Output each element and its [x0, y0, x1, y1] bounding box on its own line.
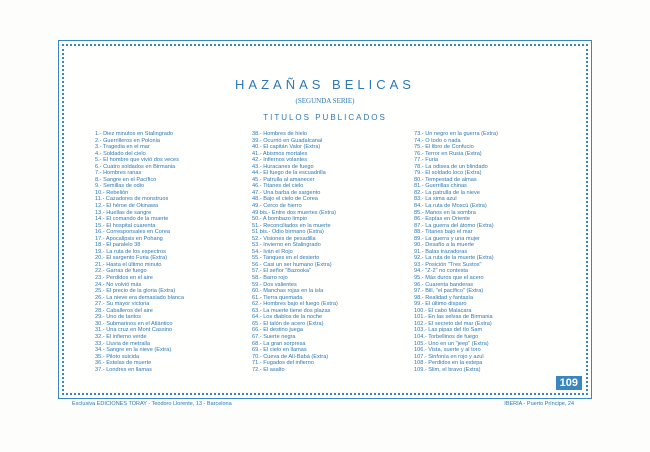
title-list-item: 4.- Soldado del cielo — [95, 150, 146, 157]
title-list-item: 54.- Iván el Rojo — [252, 248, 293, 255]
title-list-item: 69.- El cielo en llamas — [252, 347, 307, 354]
title-list-item: 89.- La guerra y una mujer — [414, 235, 480, 242]
title-list-item: 1.- Diez minutos en Stalingrado — [95, 131, 174, 137]
title-list-item: 82.- La patrulla de la nieve — [414, 189, 480, 196]
title-list-item: 81.- Guerrillas chinas — [414, 183, 467, 190]
title-list-item: 78.- La odisea de un blindado — [414, 163, 488, 170]
title-list-item: 39.- Ocurrió en Guadalcanal — [252, 137, 323, 144]
series-subtitle: (SEGUNDA SERIE) — [295, 97, 355, 105]
title-list-item: 22.- Garras de fuego — [95, 268, 147, 275]
title-list-item: 45.- Patrulla al amanecer — [252, 176, 315, 183]
title-list-item: 94.- "Z-2" no contesta — [414, 268, 469, 275]
title-list-item: 72.- El asalto — [252, 366, 285, 373]
title-list-item: 80.- Tempestad de almas — [414, 176, 477, 183]
title-list-item: 47.- Una barba de sargento — [252, 189, 321, 196]
title-list-item: 46.- Titanes del cielo — [252, 183, 304, 190]
title-list-item: 66.- El destino juega — [252, 327, 303, 334]
title-list-item: 30.- Submarinos en el Atlántico — [95, 320, 173, 327]
title-list-item: 35.- Piloto suicida — [95, 353, 140, 360]
title-list-item: 7.- Hombres ranas — [95, 170, 142, 177]
title-list-item: 64.- Los diablos de la noche — [252, 314, 322, 321]
title-list-item: 109.- Slim, el bravo (Extra) — [414, 366, 481, 373]
title-list-item: 31.- Una cruz en Mont Cassino — [95, 327, 173, 334]
title-list-item: 28.- Caballeros del aire — [95, 307, 153, 314]
title-list-item: 71.- Fugados del infierno — [252, 360, 314, 367]
title-list-item: 68.- La gran sorpresa — [252, 340, 306, 347]
title-list-item: 102.- El secreto del mar (Extra) — [414, 320, 492, 327]
title-list-item: 55.- Tanques en el desierto — [252, 255, 320, 262]
page-number-badge: 109 — [556, 376, 582, 390]
title-list-item: 51.- Reconciliados en la muerte — [252, 222, 331, 229]
title-list-item: 61.- Tierra quemada — [252, 294, 303, 301]
title-list-item: 13.- Huellas de sangre — [95, 209, 152, 216]
title-list-item: 74.- O todo o nada — [414, 137, 461, 144]
title-list-item: 62.- Hombres bajo el fuego (Extra) — [252, 301, 338, 308]
title-list-item: 12.- El héroe de Okinawa — [95, 203, 159, 210]
title-list-item: 63.- La muerte tiene dos plazas — [252, 307, 331, 314]
title-list-item: 38.- Hombres de hielo — [252, 131, 308, 137]
title-list-item: 29.- Uno de tantos — [95, 314, 142, 321]
title-list-item: 19.- La ruta de los espectros — [95, 248, 166, 255]
title-list-item: 91.- Balas trazadoras — [414, 248, 468, 255]
title-list-item: 65.- El talón de acero (Extra) — [252, 320, 324, 327]
page-title: HAZAÑAS BELICAS — [235, 77, 415, 92]
title-list-item: 67.- Suerte negra — [252, 333, 296, 340]
footer-distributor: IBERIA - Puerto Príncipe, 24 — [504, 401, 574, 407]
title-list-item: 75.- El libro de Confucio — [414, 144, 474, 151]
title-list-item: 26.- La nieve era demasiado blanca — [95, 294, 184, 301]
title-list-item: 96.- Cuarenta banderas — [414, 281, 474, 288]
title-list-item: 48.- Bajo el cielo de Corea — [252, 196, 318, 203]
title-list-item: 52.- Visiones de pesadilla — [252, 235, 316, 242]
title-list-item: 44.- El fuego de la escuadrilla — [252, 170, 326, 177]
title-list-item: 33.- Lluvia de metralla — [95, 340, 151, 347]
title-list-item: 97.- Bill, "el pacífico" (Extra) — [414, 288, 484, 295]
title-list-item: 60.- Manchas rojas en la isla — [252, 288, 324, 295]
title-list-item: 11.- Cazadores de monstruos — [95, 196, 169, 203]
title-list-item: 103.- Las pipas del tío Sam — [414, 327, 483, 334]
title-list-item: 24.- No volvió más — [95, 281, 142, 288]
title-list-item: 18.- El paralelo 38 — [95, 242, 141, 249]
title-list-item: 95.- Más duros que el acero — [414, 275, 484, 282]
title-list-item: 16.- Corresponsales en Corea — [95, 229, 170, 236]
title-list-item: 59.- Dos valientes — [252, 281, 297, 288]
title-list-item: 2.- Guerrilleros en Polonia — [95, 137, 160, 144]
title-list-item: 107.- Sinfonía en rojo y azul — [414, 353, 484, 360]
title-list-item: 105.- Uno en un "jeep" (Extra) — [414, 340, 489, 347]
title-list-item: 23.- Perdidos en el aire — [95, 275, 153, 282]
title-list-item: 88.- Titanes bajo el mar — [414, 229, 473, 236]
title-list-item: 51 bis.- Odio birmano (Extra) — [252, 229, 324, 236]
title-list-column-3 — [414, 131, 498, 373]
title-list-item: 34.- Sangre en la nieve (Extra) — [95, 347, 172, 354]
title-list-item: 87.- La guerra del átomo (Extra) — [414, 222, 494, 229]
title-list-item: 5.- El hombre que vivió dos veces — [95, 157, 179, 164]
title-list-item: 56.- Casi un ser humano (Extra) — [252, 261, 332, 268]
title-list-item: 104.- Torbellinos de fuego — [414, 333, 479, 340]
title-list-item: 32.- El infierno verde — [95, 333, 147, 340]
title-list-item: 40.- El capitán Valor (Extra) — [252, 144, 321, 151]
title-list-item: 3.- Tragedia en el mar — [95, 144, 150, 151]
title-list-item: 27.- Su mayor victoria — [95, 301, 150, 308]
title-list-item: 17.- Apocalipsis en Pohang — [95, 235, 163, 242]
title-list-item: 108.- Perdidos en la estepa — [414, 360, 483, 367]
title-list-item: 14.- El comando de la muerte — [95, 216, 169, 223]
title-list-item: 42.- Infiernos volantes — [252, 157, 308, 164]
title-list-item: 57.- El señor "Bazooka" — [252, 268, 312, 275]
title-list-item: 50.- A bombazo limpio — [252, 216, 308, 223]
title-list-item: 6.- Cuatro soldados en Birmania — [95, 163, 176, 170]
title-list-item: 37.- Londres en llamas — [95, 366, 152, 373]
title-list-item: 70.- Cueva de Alí-Babá (Extra) — [252, 353, 329, 360]
title-list-item: 53.- Invierno en Stalingrado — [252, 242, 321, 249]
title-list-item: 49 bis.- Entre dos muertes (Extra) — [252, 209, 336, 216]
title-list-item: 49.- Cerco de hierro — [252, 203, 302, 210]
title-list-item: 84.- La ruta de Moscú (Extra) — [414, 203, 487, 210]
title-list-item: 43.- Huracanes de fuego — [252, 163, 314, 170]
title-list-item: 106.- Vista, suerte y al toro — [414, 347, 481, 354]
title-list-item: 73.- Un negro en la guerra (Extra) — [414, 131, 498, 137]
title-list-item: 92.- La ruta de la muerte (Extra) — [414, 255, 494, 262]
title-list-item: 20.- El sargento Furia (Extra) — [95, 255, 168, 262]
title-list-item: 100.- El cabo Malacara — [414, 307, 472, 314]
title-list-item: 79.- El soldado loco (Extra) — [414, 170, 482, 177]
footer-publisher: Exclusiva EDICIONES TORAY - Teodoro Llorente, 13 - Barcelona — [72, 401, 232, 407]
title-list-item: 76.- Terror en Rusia (Extra) — [414, 150, 482, 157]
title-list-item: 8.- Sangre en el Pacífico — [95, 176, 157, 183]
title-list-item: 21.- Hasta el último minuto — [95, 261, 162, 268]
title-list-item: 99.- El último disparo — [414, 301, 467, 308]
title-list-item: 93.- Posición "Tres Sustos" — [414, 261, 482, 268]
title-list-item: 83.- La sima azul — [414, 196, 457, 203]
title-list-item: 41.- Abismos mortales — [252, 150, 308, 157]
title-list-item: 58.- Barro rojo — [252, 275, 288, 282]
title-list-item: 25.- El precio de la gloria (Extra) — [95, 288, 176, 295]
title-list-item: 85.- Manos en la sombra — [414, 209, 476, 216]
title-list-item: 98.- Realidad y fantasía — [414, 294, 474, 301]
title-list-column-2 — [252, 131, 338, 373]
title-list-item: 77.- Furia — [414, 157, 438, 164]
title-list-item: 10.- Rebelión — [95, 189, 129, 196]
title-list-item: 90.- Desafío a la muerte — [414, 242, 475, 249]
title-list-column-1 — [95, 131, 184, 373]
list-heading: TITULOS PUBLICADOS — [263, 113, 387, 122]
content-frame — [58, 40, 592, 399]
title-list-item: 36.- Estelas de muerte — [95, 360, 152, 367]
title-list-item: 15.- El hospital cuarenta — [95, 222, 156, 229]
title-list-item: 101.- En las selvas de Birmania — [414, 314, 493, 321]
title-list-item: 86.- Espías en Oriente — [414, 216, 470, 223]
title-list-item: 9.- Semillas de odio — [95, 183, 145, 190]
